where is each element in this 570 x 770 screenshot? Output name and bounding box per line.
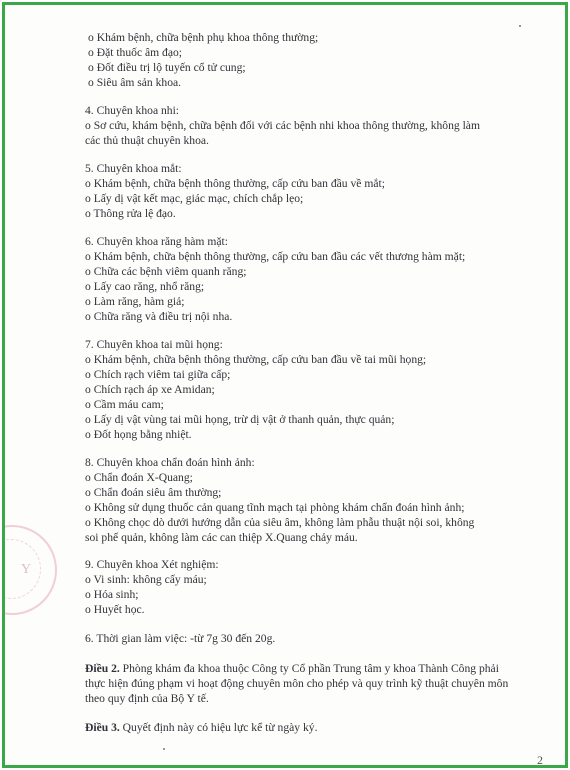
article-3-text: Quyết định này có hiệu lực kể từ ngày ký.	[119, 721, 318, 734]
list-item: o Không sử dụng thuốc cản quang tĩnh mạch tại phòng khám chẩn đoán hình ảnh;	[85, 501, 465, 514]
article-2-text: Phòng khám đa khoa thuộc Công ty Cổ phần Trung tâm y khoa Thành Công phải	[119, 662, 499, 675]
list-item: o Hóa sinh;	[85, 588, 139, 601]
list-item: o Đốt họng bằng nhiệt.	[85, 428, 192, 441]
list-item: o Vi sinh: không cấy máu;	[85, 573, 207, 586]
list-item: o Đặt thuốc âm đạo;	[88, 46, 183, 59]
list-item: o Huyết học.	[85, 603, 145, 616]
page-frame	[2, 2, 568, 768]
list-item: o Siêu âm sản khoa.	[88, 76, 182, 89]
list-item: o Khám bệnh, chữa bệnh thông thường, cấp cứu ban đầu về mắt;	[85, 177, 385, 190]
list-item: o Làm răng, hàm giả;	[85, 295, 185, 308]
section-heading: 6. Chuyên khoa răng hàm mặt:	[85, 235, 228, 248]
list-item: o Đốt điều trị lộ tuyến cổ tử cung;	[88, 61, 246, 74]
scan-speck	[163, 748, 165, 750]
list-item: o Chích rạch áp xe Amidan;	[85, 383, 215, 396]
list-item: o Chẩn đoán siêu âm thường;	[85, 486, 222, 499]
stamp-letter: Y	[21, 562, 32, 577]
list-item: o Chẩn đoán X-Quang;	[85, 471, 193, 484]
list-item: o Thông rửa lệ đạo.	[85, 207, 176, 220]
section-heading: 4. Chuyên khoa nhi:	[85, 104, 180, 117]
clinic-stamp	[2, 525, 57, 615]
article-2-line	[85, 662, 499, 676]
list-item: o Khám bệnh, chữa bệnh thông thường, cấp cứu ban đầu về tai mũi họng;	[85, 353, 427, 366]
working-time: 6. Thời gian làm việc: -từ 7g 30 đến 20g.	[85, 632, 276, 645]
section-heading: 8. Chuyên khoa chẩn đoán hình ảnh:	[85, 456, 255, 469]
paragraph-line: theo quy định của Bộ Y tế.	[85, 692, 209, 705]
scan-speck	[519, 25, 521, 27]
page-number: 2	[537, 753, 543, 767]
list-item: o Không chọc dò dưới hướng dẫn của siêu âm, không làm phẫu thuật nội soi, không	[85, 516, 475, 529]
paragraph-line: thực hiện đúng phạm vi hoạt động chuyên môn cho phép và quy trình kỹ thuật chuyên môn	[85, 677, 509, 690]
paragraph-line: o Sơ cứu, khám bệnh, chữa bệnh đối với các bệnh nhi khoa thông thường, không làm	[85, 119, 480, 132]
list-item: o Cầm máu cam;	[85, 398, 164, 411]
section-heading: 9. Chuyên khoa Xét nghiệm:	[85, 558, 219, 571]
article-2-label: Điều 2.	[85, 662, 120, 675]
paragraph-line: soi phế quản, không làm các can thiệp X.Quang chảy máu.	[85, 531, 358, 544]
article-3-label: Điều 3.	[85, 721, 120, 734]
list-item: o Khám bệnh, chữa bệnh phụ khoa thông thường;	[88, 31, 319, 44]
list-item: o Lấy dị vật kết mạc, giác mạc, chích chắp lẹo;	[85, 192, 304, 205]
paragraph-line: các thủ thuật chuyên khoa.	[85, 134, 209, 147]
list-item: o Khám bệnh, chữa bệnh thông thường, cấp cứu ban đầu các vết thương hàm mặt;	[85, 250, 466, 263]
list-item: o Lấy cao răng, nhổ răng;	[85, 280, 205, 293]
article-3-line	[85, 721, 317, 735]
list-item: o Chích rạch viêm tai giữa cấp;	[85, 368, 231, 381]
list-item: o Chữa các bệnh viêm quanh răng;	[85, 265, 247, 278]
list-item: o Chữa răng và điều trị nội nha.	[85, 310, 233, 323]
list-item: o Lấy dị vật vùng tai mũi họng, trừ dị vật ở thanh quản, thực quản;	[85, 413, 395, 426]
section-heading: 7. Chuyên khoa tai mũi họng:	[85, 338, 223, 351]
section-heading: 5. Chuyên khoa mắt:	[85, 162, 182, 175]
